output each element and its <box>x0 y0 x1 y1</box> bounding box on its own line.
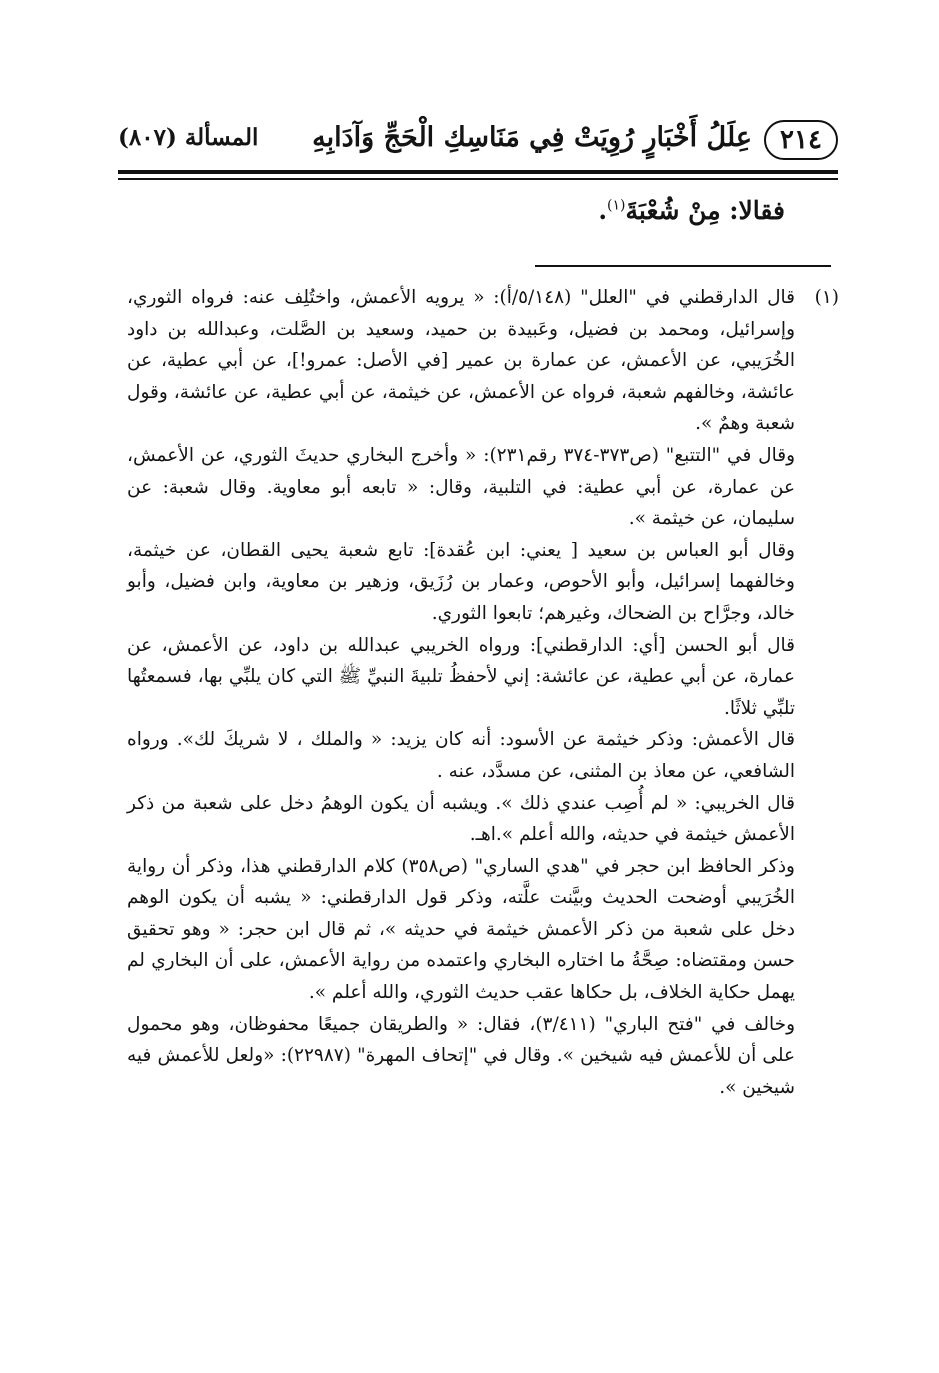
footnote-reference: (١) <box>607 197 626 214</box>
header-rule-thick <box>118 170 838 174</box>
page-number: ٢١٤ <box>764 120 838 160</box>
footnote-paragraph: قال الأعمش: وذكر خيثمة عن الأسود: أنه كان يزيد: « والملك ، لا شريكَ لك». ورواه الشافعي، عن معاذ بن المثنى، عن مسدَّد، عنه . <box>127 729 795 782</box>
footnote-marker: (١) <box>814 287 839 308</box>
footnote-separator <box>535 265 831 267</box>
header-rule-thin <box>118 178 838 180</box>
footnote-paragraph: وخالف في "فتح الباري" (٣/٤١١)، فقال: « والطريقان جميعًا محفوظان، وهو محمول على أن للأعمش فيه شيخين ». وقال في "إتحاف المهرة" (٢٢٩٨٧): «ولعل للأعمش فيه شيخين ». <box>127 1013 795 1098</box>
running-header <box>118 118 838 166</box>
book-title: عِلَلُ أَخْبَارٍ رُوِيَتْ فِي مَنَاسِكِ الْحَجِّ وَآدَابِهِ <box>312 122 752 153</box>
footnote-paragraph: قال أبو الحسن [أي: الدارقطني]: ورواه الخريبي عبدالله بن داود، عن الأعمش، عن عمارة، عن أبي عطية، عن عائشة: إني لأحفظُ تلبيةَ النبيِّ ﷺ التي كان يلبِّي بها، فسمعتُها تلبِّي ثلاثًا. <box>127 634 795 719</box>
footnote <box>127 282 839 1103</box>
issue-label: المسألة (٨٠٧) <box>118 124 259 151</box>
main-text-end: . <box>598 196 608 225</box>
footnote-body <box>127 282 795 1103</box>
footnote-paragraph: وقال أبو العباس بن سعيد [ يعني: ابن عُقدة]: تابع شعبة يحيى القطان، عن خيثمة، وخالفهما إسرائيل، وأبو الأحوص، وعمار بن رُزَيق، وزهير بن معاوية، وابن فضيل، وأبو خالد، وجرَّاح بن الضحاك، وغيرهم؛ تابعوا الثوري. <box>127 539 795 624</box>
main-text-body: فقالا: مِنْ شُعْبَةَ <box>625 196 785 225</box>
footnote-paragraph: قال الدارقطني في "العلل" (٥/١٤٨/أ): « يرويه الأعمش، واختُلِف عنه: فرواه الثوري، وإسرائيل، ومحمد بن فضيل، وعَبيدة بن حميد، وسعيد بن الصَّلت، وعبدالله بن داود الخُرَيبي، عن الأعمش، عن عمارة بن عمير [في الأصل: عمرو!]، عن أبي عطية، عن عائشة، وخالفهم شعبة، فرواه عن الأعمش، عن خيثمة، عن أبي عطية، عن عائشة، وقول شعبة وهمٌ ». <box>127 287 795 435</box>
footnote-paragraph: قال الخريبي: « لم أُصِب عندي ذلك ». ويشبه أن يكون الوهمُ دخل على شعبة من ذكر الأعمش خيثمة في حديثه، والله أعلم ».اهـ. <box>127 792 795 846</box>
footnote-paragraph: وذكر الحافظ ابن حجر في "هدي الساري" (ص٣٥٨) كلام الدارقطني هذا، وذكر أن رواية الخُرَيبي أوضحت الحديث وبيَّنت علَّته، وذكر قول الدارقطني: « يشبه أن يكون الوهم دخل على شعبة من ذكر الأعمش خيثمة في حديثه »، ثم قال ابن حجر: « وهو تحقيق حسن ومقتضاه: صِحَّةُ ما اختاره البخاري واعتمده من رواية الأعمش، على أن البخاري لم يهمل حكاية الخلاف، بل حكاها عقب حديث الثوري، والله أعلم ». <box>127 855 795 1004</box>
main-text <box>598 196 785 225</box>
footnote-paragraph: وقال في "التتبع" (ص٣٧٣-٣٧٤ رقم٢٣١): « وأخرج البخاري حديثَ الثوري، عن الأعمش، عن عمارة، عن أبي عطية: في التلبية، وقال: « تابعه أبو معاوية. وقال شعبة: عن سليمان، عن خيثمة ». <box>127 444 795 530</box>
